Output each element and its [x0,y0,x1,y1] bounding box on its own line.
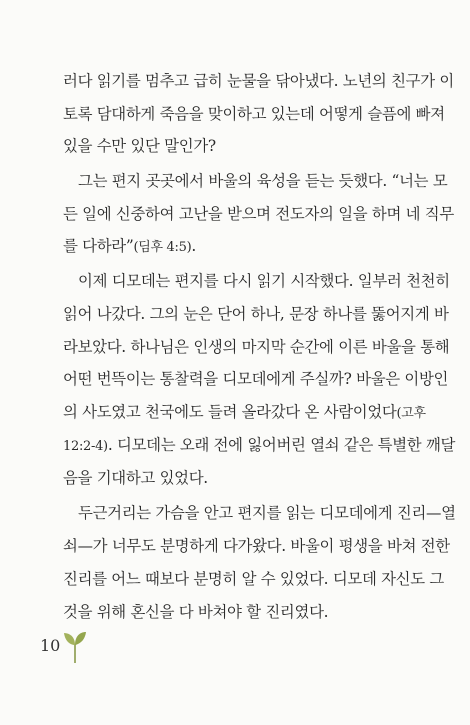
text-line-7: 이제 디모데는 편지를 다시 읽기 시작했다. 일부러 천천히 [78,272,450,290]
sprout-leaf-icon [62,628,88,664]
sentence-end: . [191,237,196,255]
page-footer [40,628,100,668]
text-line-17: 것을 위해 혼신을 다 바쳐야 할 진리였다. [63,603,329,621]
text-line-11 [63,402,426,424]
text-line-14: 두근거리는 가슴을 안고 편지를 읽는 디모데에게 진리—열 [78,504,456,522]
text-line-1: 러다 읽기를 멈추고 급히 눈물을 닦아냈다. 노년의 친구가 이 [63,72,454,90]
bible-reference: 12:2-4) [63,439,108,454]
page-number: 10 [40,636,61,655]
text-line-8: 읽어 나갔다. 그의 눈은 단어 하나, 문장 하나를 뚫어지게 바 [63,305,449,323]
text-line-5: 든 일에 신중하여 고난을 받으며 전도자의 일을 하며 네 직무 [63,205,454,223]
text-line-10: 어떤 번뜩이는 통찰력을 디모데에게 주실까? 바울은 이방인 [63,370,449,388]
quote-end: 를 다하라” [63,237,134,255]
text-line-4: 그는 편지 곳곳에서 바울의 육성을 듣는 듯했다. “너는 모 [78,172,448,190]
text-line-12 [63,435,456,457]
bible-reference: (딤후 4:5) [133,240,192,255]
line-12-tail: . 디모데는 오래 전에 잃어버린 열쇠 같은 특별한 깨달 [107,436,456,454]
line-11-main: 의 사도였고 천국에도 들려 올라갔다 온 사람이었다 [63,403,397,421]
text-line-13: 음을 기대하고 있었다. [63,469,208,487]
text-line-3: 있을 수만 있단 말인가? [63,137,216,155]
text-line-6 [63,236,420,258]
bible-reference: (고후 [396,406,426,421]
text-line-15: 쇠—가 너무도 분명하게 다가왔다. 바울이 평생을 바쳐 전한 [63,537,450,555]
text-line-16: 진리를 어느 때보다 분명히 알 수 있었다. 디모데 자신도 그 [63,570,444,588]
text-line-9: 라보았다. 하나님은 인생의 마지막 순간에 이른 바울을 통해 [63,338,450,356]
text-line-2: 토록 담대하게 죽음을 맞이하고 있는데 어떻게 슬픔에 빠져 [63,105,445,123]
